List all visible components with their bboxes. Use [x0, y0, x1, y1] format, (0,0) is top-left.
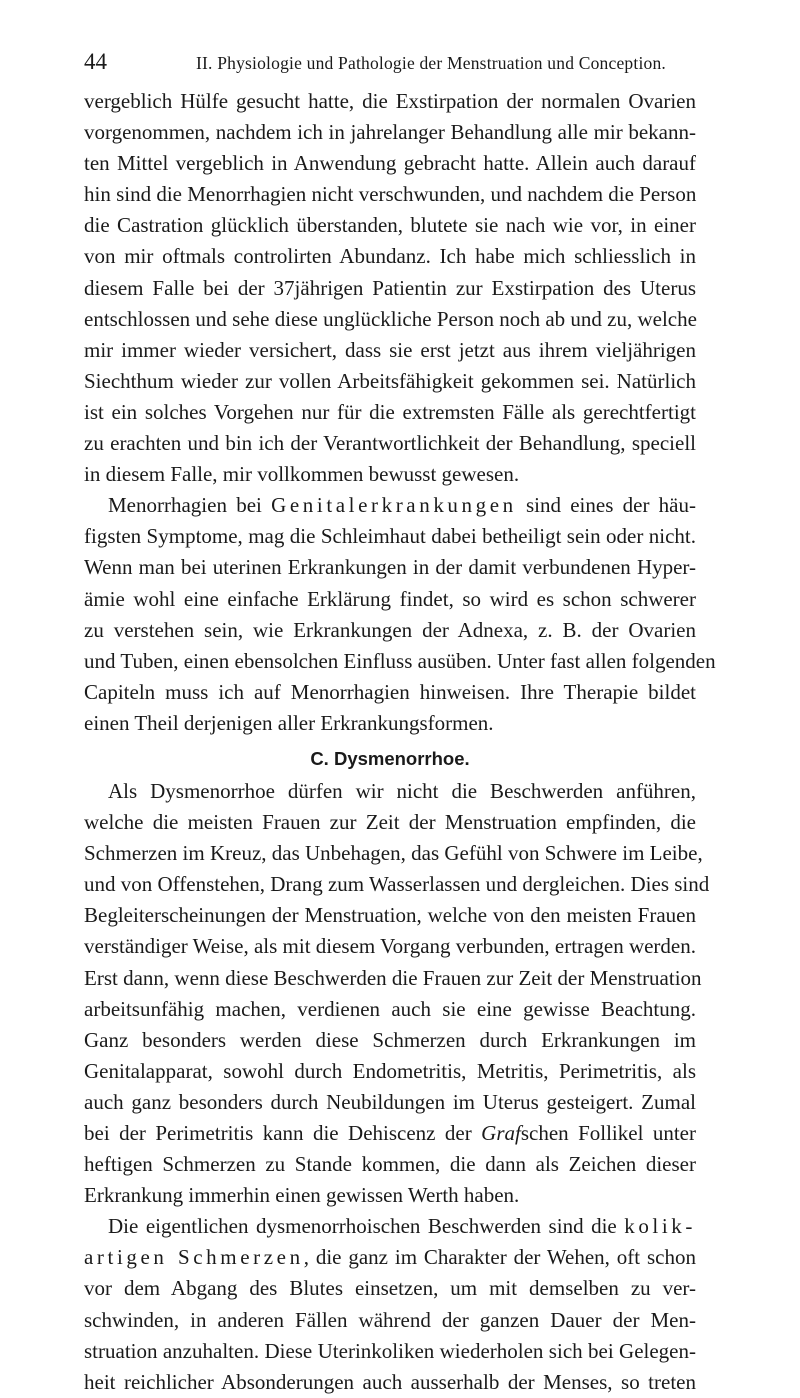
text-line: von mir oftmals controlirten Abundanz. Ich habe mich schliesslich in: [84, 244, 696, 269]
section-heading: C. Dysmenorrhoe.: [310, 747, 470, 769]
text-line: Als Dysmenorrhoe dürfen wir nicht die Beschwerden anführen,: [108, 778, 696, 803]
text-line: die Castration glücklich überstanden, blutete sie nach wie vor, in einer: [84, 213, 696, 238]
spaced-emphasis: Genitalerkrankungen: [271, 493, 517, 518]
spaced-emphasis: artigen Schmerzen: [84, 1245, 304, 1270]
text-line: welche die meisten Frauen zur Zeit der Menstruation empfinden, die: [84, 810, 696, 835]
text-line: mir immer wieder versichert, dass sie erst jetzt aus ihrem vieljährigen: [84, 337, 696, 362]
text-line: vor dem Abgang des Blutes einsetzen, um mit demselben zu ver-: [84, 1276, 696, 1301]
text-segment: bei der Perimetritis kann die Dehiscenz der: [84, 1121, 482, 1145]
text-line: verständiger Weise, als mit diesem Vorgang verbunden, ertragen werden.: [84, 934, 696, 959]
text-line: Siechthum wieder zur vollen Arbeitsfähigkeit gekommen sei. Natürlich: [84, 368, 696, 393]
text-line: hin sind die Menorrhagien nicht verschwunden, und nachdem die Person: [84, 182, 697, 207]
text-line: ämie wohl eine einfache Erklärung findet, so wird es schon schwerer: [84, 586, 696, 611]
text-line: [84, 1242, 696, 1273]
text-line: figsten Symptome, mag die Schleimhaut dabei betheiligt sein oder nicht.: [84, 524, 696, 549]
text-line: Erst dann, wenn diese Beschwerden die Frauen zur Zeit der Menstruation: [84, 965, 702, 990]
text-segment: sind eines der häu-: [516, 493, 696, 518]
text-line: Begleiterscheinungen der Menstruation, welche von den meisten Frauen: [84, 903, 696, 928]
text-segment: , die ganz im Charakter der Wehen, oft schon: [303, 1245, 697, 1270]
running-head: II. Physiologie und Pathologie der Menstruation und Conception.: [196, 53, 666, 73]
text-segment: Die eigentlichen dysmenorrhoischen Beschwerden sind die: [108, 1214, 625, 1239]
text-line: [84, 1118, 696, 1149]
text-line: ten Mittel vergeblich in Anwendung gebracht hatte. Allein auch darauf: [84, 151, 696, 176]
text-line: vergeblich Hülfe gesucht hatte, die Exstirpation der normalen Ovarien: [84, 89, 696, 113]
text-line: Ganz besonders werden diese Schmerzen durch Erkrankungen im: [84, 1027, 696, 1052]
text-line: ist ein solches Vorgehen nur für die extremsten Fälle als gerechtfertigt: [84, 399, 696, 424]
text-segment: Menorrhagien bei: [108, 493, 272, 518]
text-line: Wenn man bei uterinen Erkrankungen in der damit verbundenen Hyper-: [84, 555, 696, 580]
text-line: vorgenommen, nachdem ich in jahrelanger Behandlung alle mir bekann-: [84, 120, 696, 145]
text-line: zu erachten und bin ich der Verantwortlichkeit der Behandlung, speciell: [84, 431, 696, 456]
spaced-emphasis: kolik-: [624, 1214, 696, 1239]
text-line: struation anzuhalten. Diese Uterinkoliken wiederholen sich bei Gelegen-: [84, 1338, 696, 1363]
italic-name: Graf: [481, 1121, 521, 1145]
text-line: arbeitsunfähig machen, verdienen auch sie eine gewisse Beachtung.: [84, 996, 696, 1021]
body-text: [84, 86, 716, 1398]
page-number: 44: [84, 49, 107, 74]
text-line: zu verstehen sein, wie Erkrankungen der Adnexa, z. B. der Ovarien: [84, 617, 696, 642]
text-line: heftigen Schmerzen zu Stande kommen, die dann als Zeichen dieser: [84, 1152, 696, 1177]
text-line: [84, 490, 696, 521]
text-segment: schen Follikel unter: [520, 1121, 696, 1145]
text-line: in diesem Falle, mir vollkommen bewusst gewesen.: [84, 462, 520, 487]
text-line: einen Theil derjenigen aller Erkrankungsformen.: [84, 710, 494, 735]
text-line: schwinden, in anderen Fällen während der ganzen Dauer der Men-: [84, 1307, 696, 1332]
text-line: Schmerzen im Kreuz, das Unbehagen, das Gefühl von Schwere im Leibe,: [84, 841, 703, 866]
text-line: Genitalapparat, sowohl durch Endometritis, Metritis, Perimetritis, als: [84, 1058, 696, 1083]
text-line: und von Offenstehen, Drang zum Wasserlassen und dergleichen. Dies sind: [84, 872, 710, 897]
text-line: Erkrankung immerhin einen gewissen Werth haben.: [84, 1183, 520, 1208]
text-line: Capiteln muss ich auf Menorrhagien hinweisen. Ihre Therapie bildet: [84, 679, 696, 704]
text-line: heit reichlicher Absonderungen auch ausserhalb der Menses, so treten: [84, 1369, 696, 1394]
text-line: auch ganz besonders durch Neubildungen im Uterus gesteigert. Zumal: [84, 1089, 696, 1114]
page-header: [84, 48, 696, 76]
text-line: entschlossen und sehe diese unglückliche Person noch ab und zu, welche: [84, 306, 697, 331]
text-line: [84, 1211, 696, 1242]
text-line: und Tuben, einen ebensolchen Einfluss ausüben. Unter fast allen folgenden: [84, 648, 716, 673]
text-line: diesem Falle bei der 37jährigen Patientin zur Exstirpation des Uterus: [84, 275, 696, 300]
